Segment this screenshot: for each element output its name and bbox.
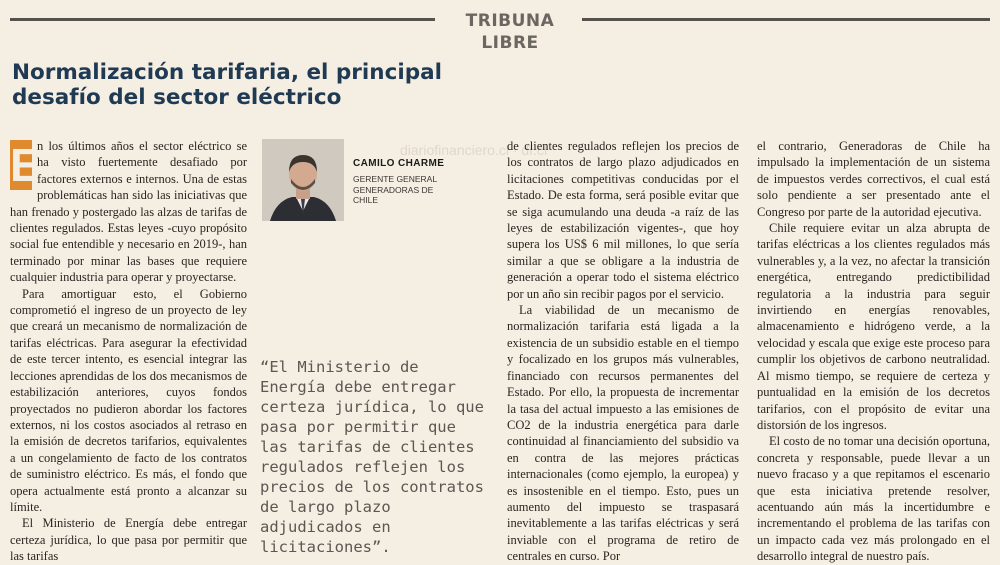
paragraph: de clientes regulados reflejen los precios de los contratos de largo plazo adjudicados en licitaciones competitivas conducidas por el Estado. De esta forma, será posible evitar que se siga acumulando una deuda -a raíz de las leyes de estabilización vigentes-, que hoy supera los US$ 6 mil millones, lo que sería similar a que se obligare a la industria de generación a operar todo el sistema eléctrico por un año sin recibir pagos por el servicio.: [507, 139, 739, 301]
paragraph: La viabilidad de un mecanismo de normalización tarifaria está ligada a la existencia de un subsidio estable en el tiempo y focalizado en los grupos más vulnerables, financiado con recursos permanentes del Estado. Por ello, la propuesta de incrementar la tasa del actual impuesto a las emisiones de CO2 de la industria energética para darle continuidad al financiamiento del subsidio va en contra de las mejores prácticas internacionales (como ejemplo, la europea) y es insostenible en el tiempo. Esto, pues un aumento del impuesto se traspasará inevitablemente a las tarifas eléctricas y será inviable con el programa de retiro de centrales en curso. Por: [507, 303, 739, 564]
paragraph: Chile requiere evitar un alza abrupta de tarifas eléctricas a los clientes regulados más vulnerables y, a la vez, no afectar la transición energética, entregando predictibilidad regulatoria a la industria para seguir invirtiendo en energías renovables, almacenamiento e hidrógeno verde, a la velocidad y escala que exige este proceso para cumplir los objetivos de carbono neutralidad. Al mismo tiempo, se requiere de certeza y puntualidad en la emisión de los decretos tarifarios, con el propósito de evitar una distorsión de los ingresos.: [757, 221, 990, 432]
pull-quote: “El Ministerio de Energía debe entregar certeza jurídica, lo que pasa por permitir que las tarifas de clientes regulados reflejen los precios de los contratos de largo plazo adjudicados en licitaciones”.: [260, 358, 484, 556]
paragraph: El costo de no tomar una decisión oportuna, concreta y responsable, puede llevar a un nuevo fracaso y a que repitamos el escenario que esta iniciativa pretende resolver, acentuando aún más la incertidumbre e incrementando el problema de las tarifas con un impacto cada vez más prolongado en el desarrollo integral de nuestro país.: [757, 434, 990, 564]
article-headline: Normalización tarifaria, el principal desafío del sector eléctrico: [12, 60, 442, 110]
section-rule-right: [582, 18, 990, 21]
text-column-1: [10, 138, 247, 565]
author-name: CAMILO CHARME: [353, 158, 445, 169]
author-role-line: GENERADORAS DE: [353, 184, 434, 195]
section-header: [10, 10, 990, 53]
drop-cap: E: [10, 139, 41, 191]
section-label: TRIBUNA LIBRE: [465, 11, 555, 53]
paragraph: El Ministerio de Energía debe entregar certeza jurídica, lo que pasa por permitir que las tarifas: [10, 516, 247, 564]
watermark: diariofinanciero.cl · df.cl: [400, 142, 548, 158]
paragraph: n los últimos años el sector eléctrico se ha visto fuertemente desafiado por factores externos e internos. Una de estas problemáticas han sido las iniciativas que han frenado y postergado las alzas de tarifas de clientes regulados. Estas leyes -cuyo propósito social fue entendible y necesario en 2019-, han terminado por minar las bases que requiere cualquier industria para operar y proyectarse.: [10, 139, 247, 285]
author-photo: [262, 139, 344, 221]
paragraph: Para amortiguar esto, el Gobierno comprometió el ingreso de un proyecto de ley que creará un mecanismo de normalización de tarifas eléctricas. Para asegurar la efectividad de este tercer intento, es esencial integrar las lecciones aprendidas de los dos mecanismos de estabilización anteriores, cuyos fondos proyectados no pudieron abordar los factores externos, ni los costos asociados al retraso en la emisión de decretos tarifarios, equivalentes a un congelamiento de facto de los contratos de suministro eléctrico. Es más, el fondo que opera actualmente está pronto a alcanzar su límite.: [10, 286, 247, 514]
author-role-line: CHILE: [353, 195, 379, 205]
paragraph: el contrario, Generadoras de Chile ha impulsado la implementación de un sistema de impuestos verdes correctivos, el cual está solo pendiente a ser presentado ante el Congreso por parte de la autoridad ejecutiva.: [757, 139, 990, 219]
author-role: [353, 174, 493, 206]
text-column-4: [757, 138, 990, 565]
section-rule-left: [10, 18, 435, 21]
author-role-line: GERENTE GENERAL: [353, 174, 438, 184]
text-column-3: [507, 138, 739, 565]
